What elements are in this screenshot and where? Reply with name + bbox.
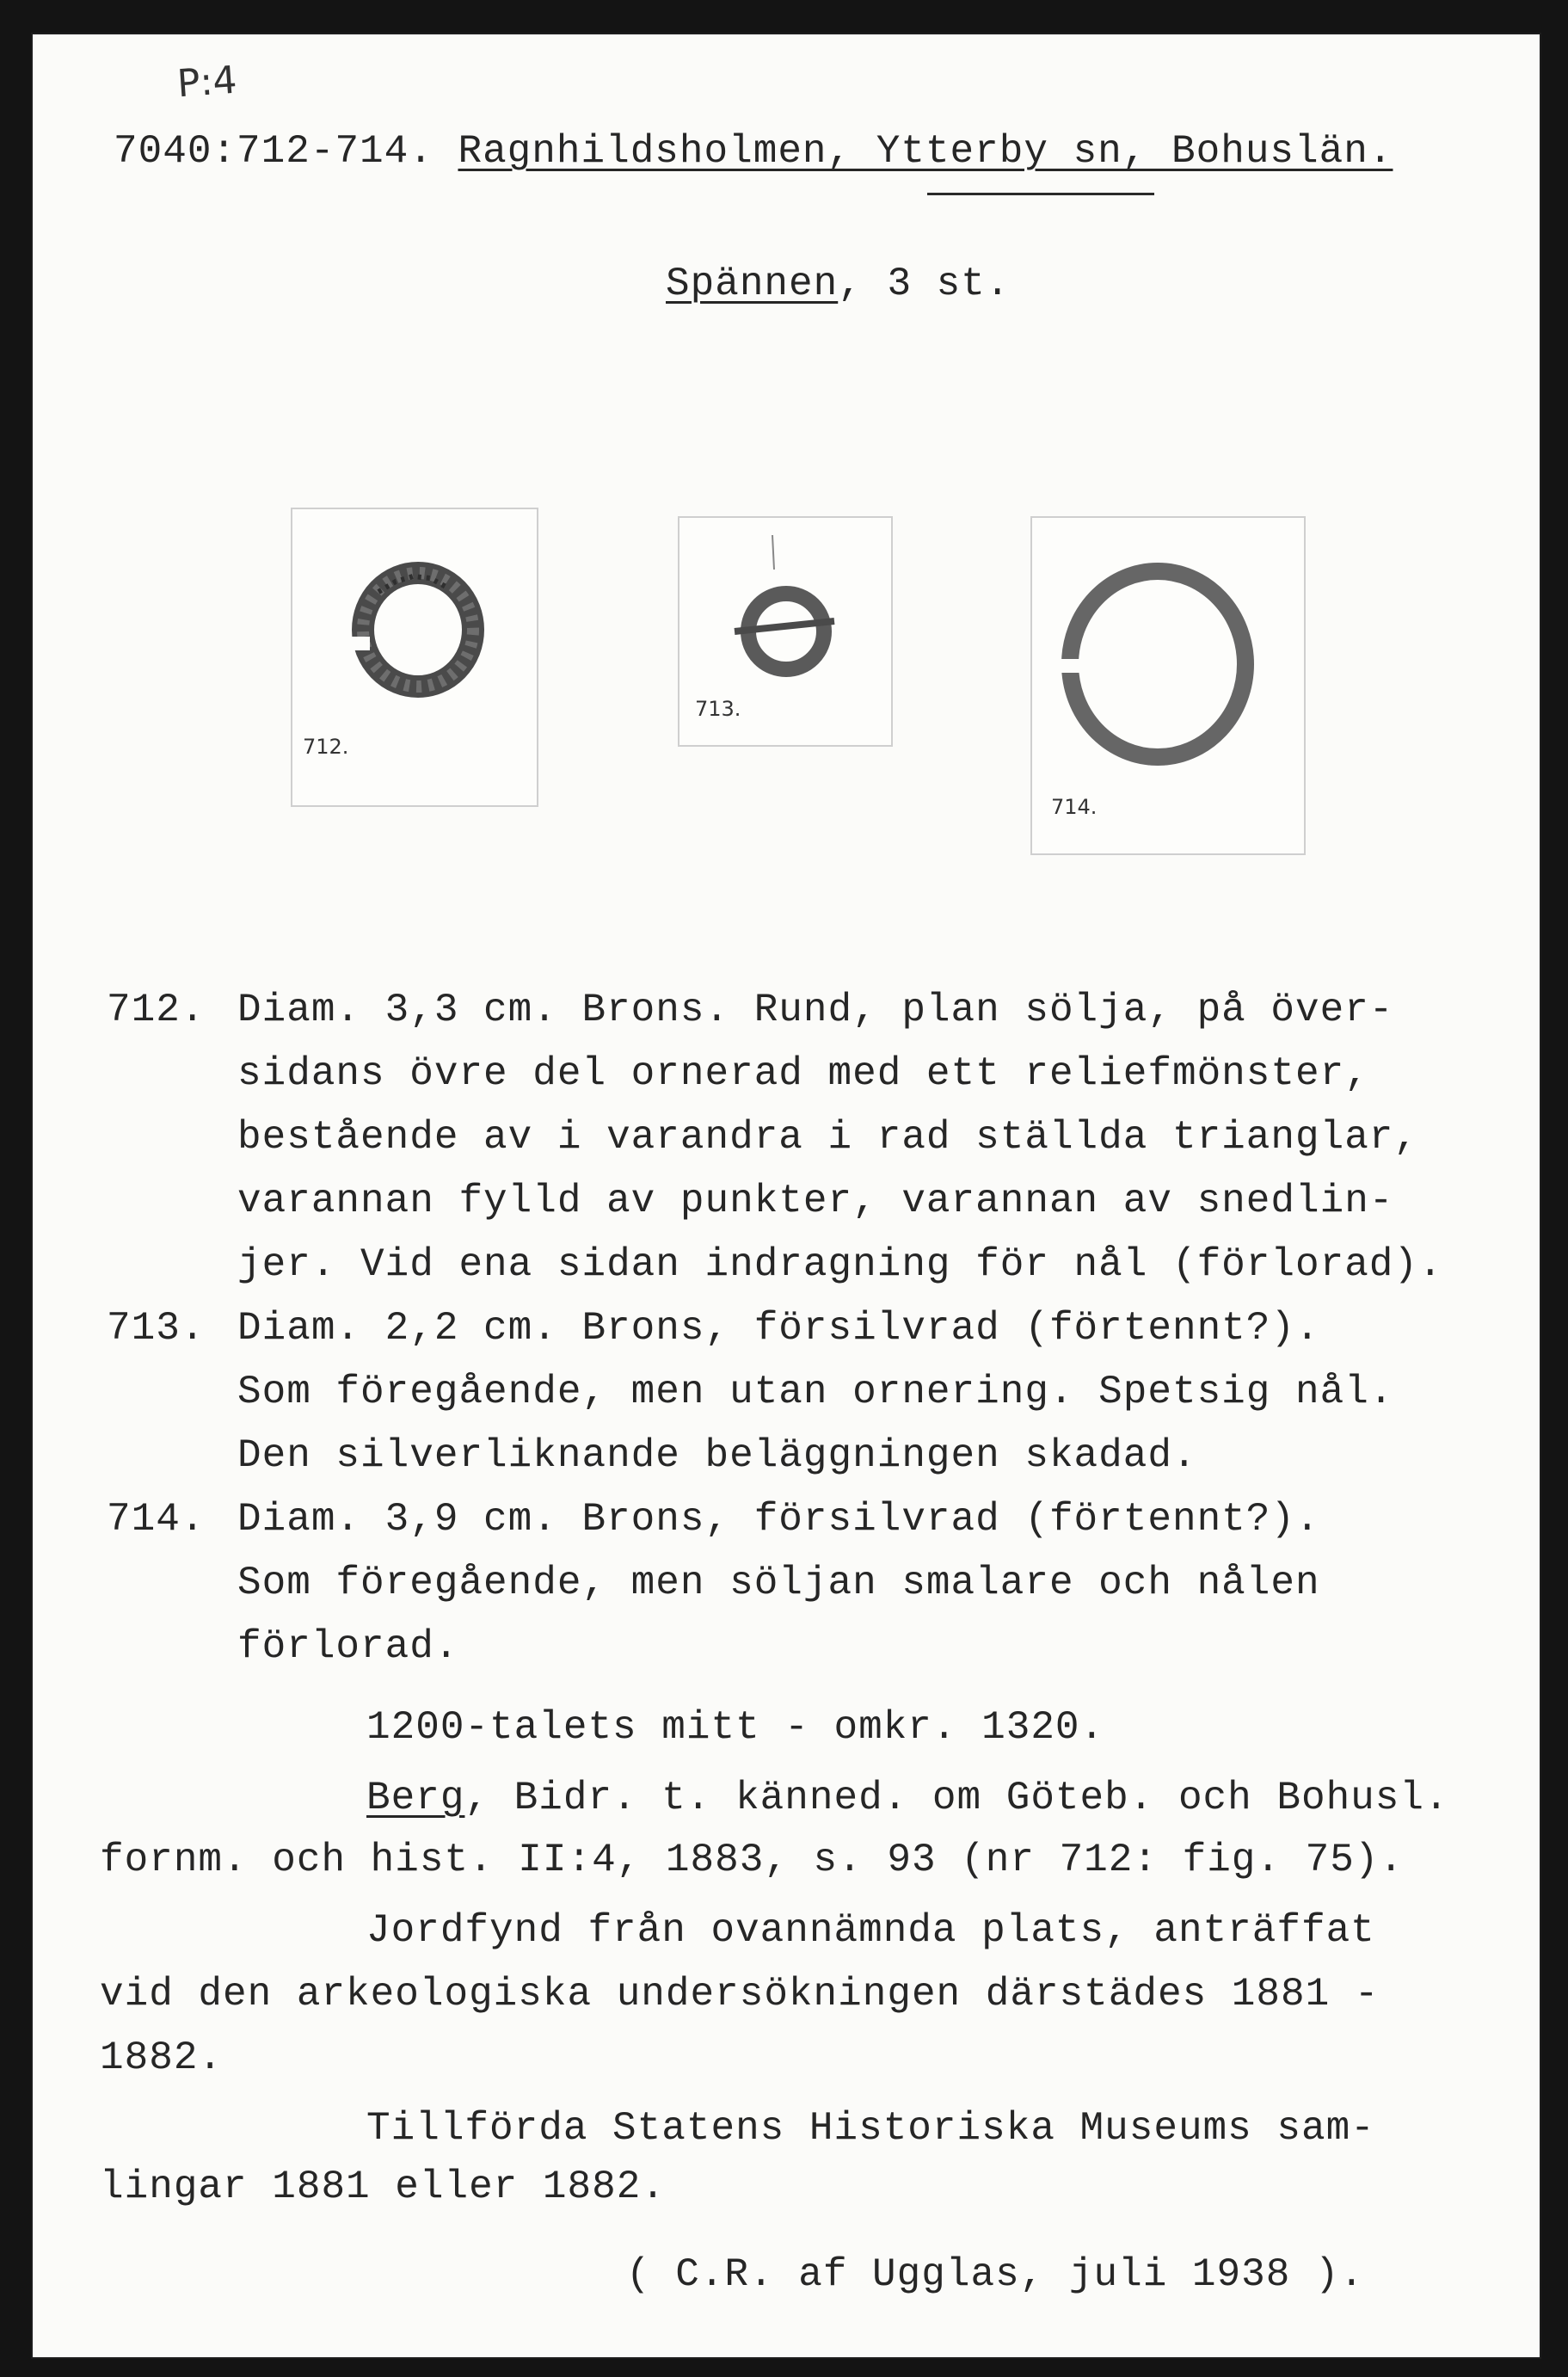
entry-712-line-4: varannan fylld av punkter, varannan av snedlin- [237, 1179, 1394, 1223]
entry-714-line-2: Som föregående, men söljan smalare och nålen [237, 1561, 1320, 1605]
header [114, 127, 1393, 176]
handwritten-reference: P:4 [175, 58, 239, 107]
entry-714-line-3: förlorad. [237, 1624, 459, 1669]
photo-713 [678, 516, 893, 747]
reference-title: , Bidr. t. känned. om Göteb. och Bohusl. [464, 1776, 1449, 1820]
entry-713-line-3: Den silverliknande beläggningen skadad. [237, 1433, 1197, 1478]
dating: 1200-talets mitt - omkr. 1320. [366, 1705, 1105, 1750]
entry-number-712: 712. [107, 988, 206, 1032]
photo-712 [291, 508, 538, 807]
photo-label-714: 714. [1051, 795, 1098, 819]
find-context-line-2: vid den arkeologiska undersökningen därstädes 1881 - [100, 1972, 1380, 2017]
signature: ( C.R. af Ugglas, juli 1938 ). [626, 2252, 1365, 2297]
accession-line-1: Tillförda Statens Historiska Museums sam- [366, 2106, 1375, 2151]
photo-714 [1030, 516, 1306, 855]
find-location: Ragnhildsholmen, Ytterby sn, Bohuslän. [458, 129, 1393, 174]
object-type: Spännen [666, 262, 839, 306]
entry-713-line-1: Diam. 2,2 cm. Brons, försilvrad (förtennt?). [237, 1306, 1320, 1351]
object-count: , 3 st. [838, 262, 1011, 306]
accession-line-2: lingar 1881 eller 1882. [100, 2165, 666, 2209]
reference-line-1 [366, 1776, 1449, 1820]
reference-author: Berg [366, 1776, 465, 1820]
reference-line-2: fornm. och hist. II:4, 1883, s. 93 (nr 712: fig. 75). [100, 1838, 1405, 1882]
entry-number-714: 714. [107, 1497, 206, 1542]
inventory-number: 7040:712-714. [114, 129, 434, 174]
catalog-card [33, 34, 1540, 2357]
entry-712-line-1: Diam. 3,3 cm. Brons. Rund, plan sölja, på över- [237, 988, 1394, 1032]
entry-713-line-2: Som föregående, men utan ornering. Spetsig nål. [237, 1370, 1394, 1414]
photo-label-712: 712. [303, 735, 349, 759]
entry-712-line-5: jer. Vid ena sidan indragning för nål (förlorad). [237, 1242, 1443, 1287]
find-context-line-3: 1882. [100, 2035, 224, 2080]
photo-label-713: 713. [695, 697, 741, 721]
entry-number-713: 713. [107, 1306, 206, 1351]
header-underline [927, 193, 1154, 195]
brooch-712-image [292, 509, 537, 805]
object-title [666, 260, 1010, 308]
entry-714-line-1: Diam. 3,9 cm. Brons, försilvrad (förtennt?). [237, 1497, 1320, 1542]
entry-712-line-3: bestående av i varandra i rad ställda trianglar, [237, 1115, 1419, 1160]
find-context-line-1: Jordfynd från ovannämnda plats, anträffat [366, 1908, 1375, 1953]
entry-712-line-2: sidans övre del ornerad med ett reliefmönster, [237, 1051, 1369, 1096]
